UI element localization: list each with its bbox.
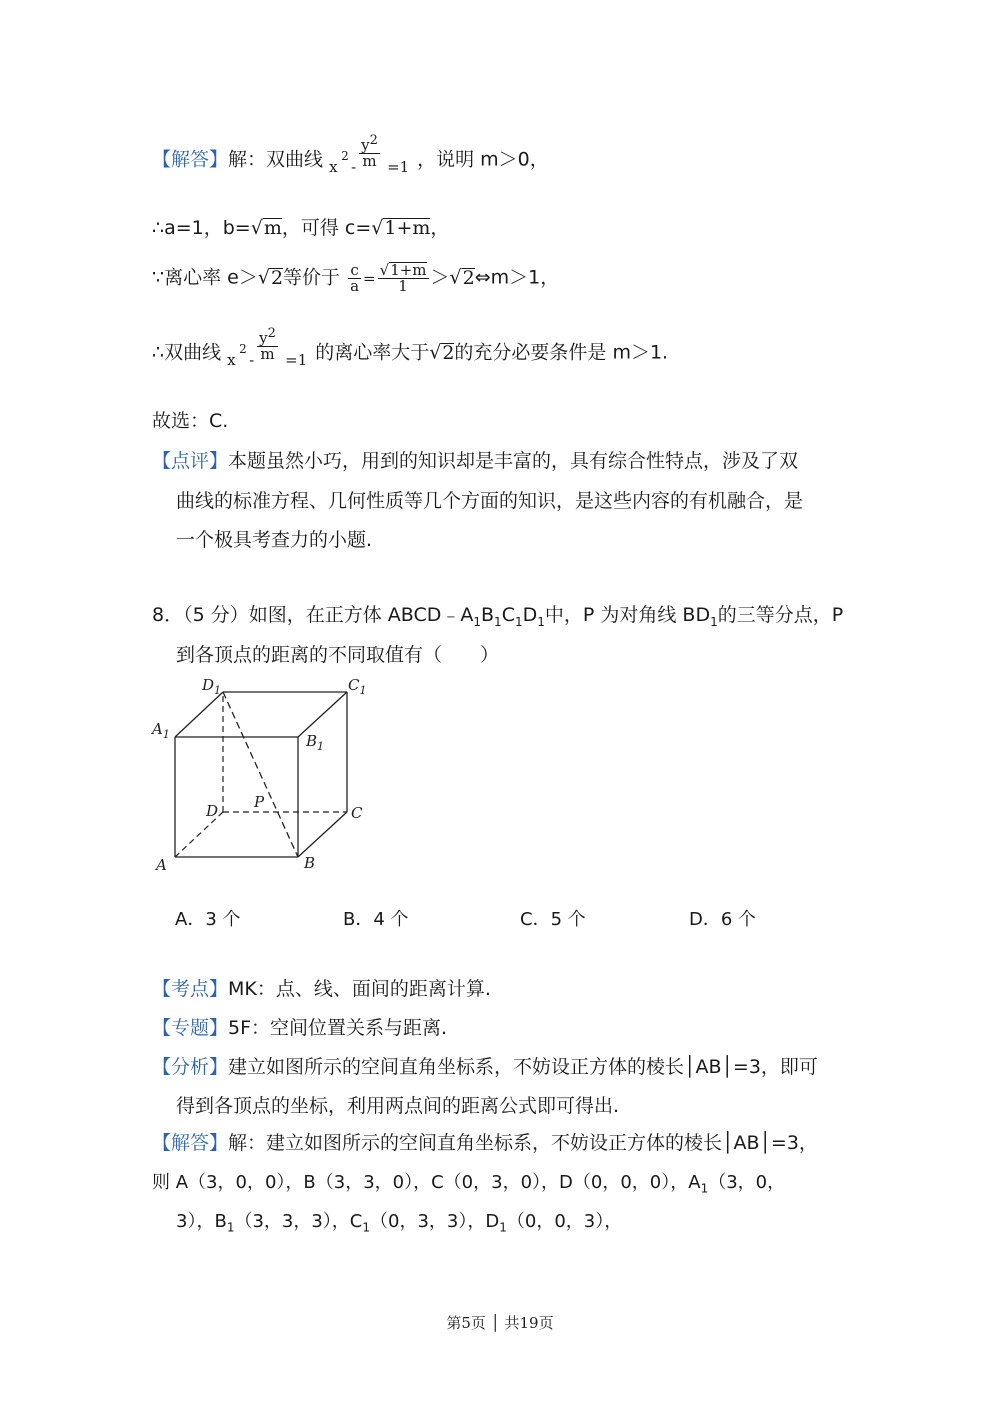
comment-line-2: 曲线的标准方程、几何性质等几个方面的知识，是这些内容的有机融合，是 (176, 490, 804, 512)
eq2-x-sup: 2 (239, 342, 247, 356)
step-1: ∴a=1，b=√m，可得 c=√1+m， (152, 217, 450, 239)
eq2-rhs: =1 (285, 351, 308, 369)
step3-rad: 2 (442, 341, 455, 364)
fraction-c-over-a (348, 260, 361, 295)
jieda-text-3a: 3），B (176, 1211, 227, 1232)
step2-prefix: ∵离心率 e＞ (152, 266, 258, 289)
label-p: P (254, 793, 265, 811)
eq2-fraction (257, 327, 278, 362)
edge-c-b (298, 812, 347, 857)
step2-rad: 2 (270, 266, 284, 289)
label-b1: $B_1$ (306, 732, 325, 753)
sub-d1: 1 (537, 614, 545, 629)
jieda-tag: 【解答】 (152, 1132, 229, 1154)
answer-prefix: 解：双曲线 (228, 148, 324, 171)
sub-j-a1: 1 (700, 1181, 709, 1196)
answer-line-1 (152, 133, 549, 180)
fenxi-text-1: 建立如图所示的空间直角坐标系，不妨设正方体的棱长│AB│=3，即可 (228, 1056, 818, 1078)
zhuanti-text: 5F：空间位置关系与距离. (228, 1017, 448, 1039)
sub-j-b1: 1 (226, 1220, 235, 1235)
hyperbola-equation-2: x 2 - $\frac{y^2}{m}$ =1 (227, 326, 308, 369)
step1-end: ， (430, 217, 450, 239)
jieda-text-3c: （0，3，3），D (370, 1211, 500, 1232)
option-d: D．6 个 (689, 909, 757, 930)
option-c: C．5 个 (520, 909, 586, 930)
label-c: C (351, 804, 363, 822)
eq2-den: m (260, 345, 275, 363)
option-a: A．3 个 (175, 909, 241, 930)
sub-bd1: 1 (710, 614, 718, 629)
choose-line: 故选：C. (152, 410, 229, 432)
sub-b1: 1 (494, 614, 502, 629)
label-d: D (206, 802, 219, 820)
step1-mid: ，可得 c= (281, 217, 372, 239)
comment-line-3: 一个极具考查力的小题. (176, 529, 373, 551)
eq-num: y (361, 136, 370, 154)
f1-den: a (350, 276, 360, 295)
step1-rad-c: 1+m (384, 217, 431, 239)
answer-suffix: ，说明 m＞0， (417, 148, 549, 171)
cube-figure (150, 672, 380, 877)
step2-gt: ＞ (430, 266, 450, 289)
eq-x: x (329, 158, 338, 176)
f2-den: 1 (398, 277, 408, 295)
page-footer: 第5页 │ 共19页 (446, 1314, 554, 1332)
jieda-text-3b: （3，3，3），C (234, 1211, 363, 1232)
q8-text-a: 8．（5 分）如图，在正方体 ABCD﹣A (152, 604, 474, 626)
fenxi-line-2: 得到各顶点的坐标，利用两点间的距离公式即可得出. (176, 1095, 620, 1117)
step1-rad-b: m (263, 217, 282, 239)
eq2-x: x (227, 351, 236, 369)
jieda-line-2 (152, 1174, 785, 1195)
label-a1: $A_1$ (152, 720, 170, 741)
jieda-text-3d: （0，0，3）， (506, 1211, 623, 1232)
question-8-line-2: 到各顶点的距离的不同取值有（ ） (176, 644, 500, 666)
hyperbola-equation: x 2 - $\frac{y^2}{m}$ =1 (329, 133, 410, 176)
step1-prefix: ∴a=1，b= (152, 217, 251, 239)
step2-rad-b: 2 (462, 266, 475, 289)
step2-end: ⇔m＞1， (474, 266, 560, 289)
eq-den: m (362, 152, 377, 170)
label-a: A (156, 856, 167, 874)
sub-j-d1: 1 (499, 1220, 507, 1235)
edge-c1-b1 (298, 692, 347, 737)
kaodian-line (152, 980, 491, 999)
step3-mid: 的离心率大于 (315, 341, 430, 364)
edge-a1-d1 (175, 692, 223, 737)
eq2-num-sup: 2 (267, 326, 276, 341)
comment-text-1: 本题虽然小巧，用到的知识却是丰富的，具有综合性特点，涉及了双 (228, 450, 799, 472)
zhuanti-tag: 【专题】 (152, 1017, 229, 1039)
jieda-text-2b: （3，0， (708, 1172, 786, 1193)
step2-eq: = (363, 269, 376, 288)
q8-text-c: 的三等分点，P (717, 604, 844, 626)
jieda-line-1 (152, 1134, 818, 1153)
eq-fraction (359, 134, 380, 169)
q8-text-b: 中，P 为对角线 BD (544, 604, 711, 626)
label-c1: $C_1$ (348, 676, 367, 697)
jieda-text-1: 解：建立如图所示的空间直角坐标系，不妨设正方体的棱长│AB│=3， (228, 1132, 818, 1154)
comment-tag: 【点评】 (152, 450, 229, 472)
label-b: B (304, 854, 316, 872)
step3-prefix: ∴双曲线 (152, 341, 222, 364)
f1-num: c (348, 263, 361, 279)
sub-a1: 1 (473, 614, 481, 629)
f2-num: 1+m (390, 261, 427, 279)
zhuanti-line (152, 1019, 447, 1038)
eq-rhs: =1 (387, 158, 410, 176)
sub-j-c1: 1 (362, 1220, 371, 1235)
kaodian-text: MK：点、线、面间的距离计算. (228, 978, 491, 1000)
jieda-text-2a: 则 A（3，0，0），B（3，3，0），C（0，3，0），D（0，0，0），A (152, 1172, 701, 1193)
eq2-num: y (259, 329, 268, 347)
answer-tag: 【解答】 (152, 148, 229, 171)
step-3: ∴双曲线 x 2 - $\frac{y^2}{m}$ =1 的离心率大于√2的充分必要条件是 m＞1. (152, 333, 668, 373)
eq-num-sup: 2 (369, 133, 378, 148)
jieda-line-3 (176, 1213, 622, 1234)
label-d1: $D_1$ (202, 676, 222, 697)
fraction-sqrt: $\frac{√1+m}{1}$ (379, 261, 427, 295)
comment-line-1 (152, 452, 798, 471)
fenxi-tag: 【分析】 (152, 1056, 229, 1078)
sub-c1: 1 (514, 614, 523, 629)
kaodian-tag: 【考点】 (152, 978, 229, 1000)
question-8-line-1: 8．（5 分）如图，在正方体 $ABCD﹣A_1B_1C_1D_1$中，P 为对角线 $BD_1$的三等分点，P (152, 604, 844, 629)
option-b: B．4 个 (343, 909, 409, 930)
diagonal-d1-b (223, 692, 298, 857)
eq-x-sup: 2 (341, 149, 349, 163)
step-2: ∵离心率 e＞√2等价于 $\frac{c}{a}$ = $\frac{√1+m}{1}$ ＞√2⇔m＞1， (152, 260, 560, 295)
step2-mid: 等价于 (283, 266, 341, 289)
step3-end: 的充分必要条件是 m＞1. (454, 341, 669, 364)
fenxi-line-1 (152, 1058, 818, 1077)
